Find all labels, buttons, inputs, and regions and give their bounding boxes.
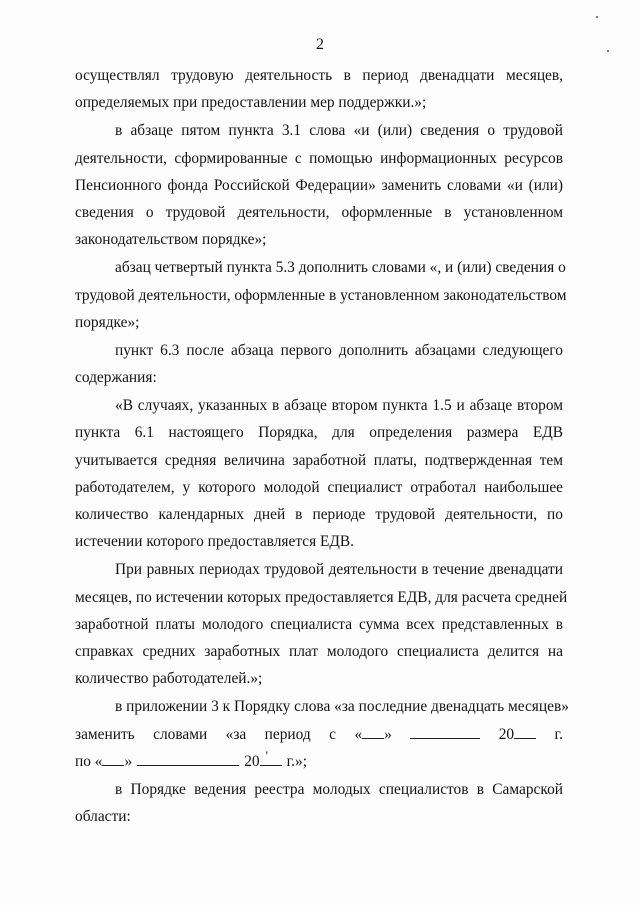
text-line: пункт 6.3 после абзаца первого дополнить абзацами следующего — [115, 341, 563, 359]
paragraph-continuation — [75, 62, 563, 116]
text-line: абзац четвертый пункта 5.3 дополнить словами «, и (или) сведения о — [115, 259, 566, 277]
text-line: законодательством порядке»; — [75, 231, 267, 249]
form-word: период — [264, 725, 311, 743]
paragraph-amendment-5-3 — [75, 254, 567, 336]
text-line: «В случаях, указанных в абзаце втором пункта 1.5 и абзаце втором — [115, 397, 563, 415]
text-line: месяцев, по истечении которых предоставляется ЕДВ, для расчета средней — [75, 588, 568, 606]
form-word: «за — [225, 725, 247, 743]
form-word: г. — [554, 725, 563, 743]
paragraph-amendment-6-3 — [75, 337, 563, 391]
month-blank — [137, 751, 239, 766]
text-line: в абзаце пятом пункта 3.1 слова «и (или) сведения о трудовой — [115, 122, 563, 140]
text-line: содержания: — [75, 369, 157, 387]
text-line: области: — [75, 808, 131, 826]
text-line: учитывается средняя величина заработной платы, подтвержденная тем — [75, 451, 563, 469]
form-word: заменить — [75, 725, 135, 743]
paragraph-quoted-2 — [75, 556, 568, 692]
text-line: При равных периодах трудовой деятельности в течение двенадцати — [115, 561, 563, 579]
form-word: г.»; — [286, 752, 307, 770]
year-blank — [514, 724, 536, 739]
day-blank — [102, 751, 124, 766]
text-line: в приложении 3 к Порядку слова «за последние двенадцать месяцев» — [115, 698, 569, 716]
text-line: количество календарных дней в периоде трудовой деятельности, по — [75, 506, 563, 523]
form-line-period-end — [75, 748, 563, 775]
text-line: осуществлял трудовую деятельность в период двенадцати месяцев, — [75, 67, 563, 84]
day-blank — [362, 724, 384, 739]
year-mark: ' — [265, 747, 268, 763]
year-blank — [260, 747, 282, 766]
paragraph-registry — [75, 776, 563, 830]
text-line: работодателем, у которого молодой специалист отработал наибольшее — [75, 478, 563, 496]
paragraph-appendix-3 — [75, 693, 569, 775]
page-number: 2 — [316, 36, 324, 53]
paragraph-quoted-1 — [75, 392, 563, 555]
form-word: с — [329, 725, 337, 743]
text-line: трудовой деятельности, оформленные в установленном законодательством — [75, 286, 567, 304]
form-word: 20 — [244, 752, 260, 770]
form-word: » — [124, 752, 133, 770]
text-line: справках средних заработных плат молодого специалиста делится на — [75, 642, 563, 660]
form-word: по « — [75, 752, 103, 770]
month-blank — [410, 724, 480, 739]
paragraph-amendment-3-1 — [75, 117, 563, 253]
day-blank-group: « » — [354, 725, 392, 743]
text-line: порядке»; — [75, 313, 140, 331]
text-line: Пенсионного фонда Российской Федерации» заменить словами «и (или) — [75, 176, 563, 194]
scan-speck — [596, 16, 598, 18]
text-line: заработной платы молодого специалиста сумма всех представленных в — [75, 615, 563, 633]
text-line: определяемых при предоставлении мер поддержки.»; — [75, 94, 427, 112]
form-line-period — [75, 721, 563, 748]
scan-speck — [607, 50, 609, 52]
text-line: истечении которого предоставляется ЕДВ. — [75, 533, 355, 551]
document-body — [75, 62, 569, 830]
text-line: количество работодателей.»; — [75, 670, 263, 688]
form-word: словами — [153, 725, 208, 743]
text-line: сведения о трудовой деятельности, оформленные в установленном — [75, 203, 563, 221]
text-line: в Порядке ведения реестра молодых специалистов в Самарской — [115, 780, 563, 798]
year-blank-group: 20 — [499, 721, 536, 748]
text-line: деятельности, сформированные с помощью информационных ресурсов — [75, 149, 563, 167]
text-line: пункта 6.1 настоящего Порядка, для определения размера ЕДВ — [75, 424, 563, 442]
